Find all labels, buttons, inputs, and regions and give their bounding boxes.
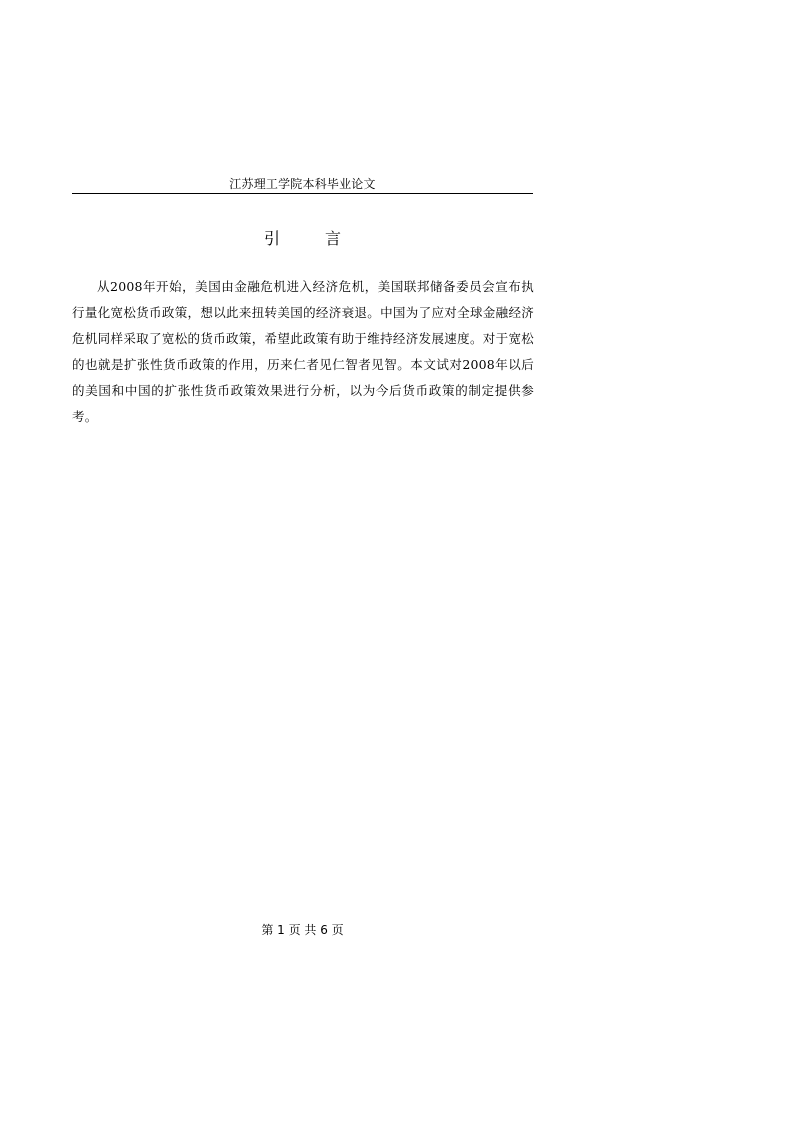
page-header-title: 江苏理工学院本科毕业论文 <box>229 177 376 191</box>
page-number-footer: 第 1 页 共 6 页 <box>261 923 344 937</box>
intro-paragraph: 从2008年开始，美国由金融危机进入经济危机，美国联邦储备委员会宣布执行量化宽松货币政策，想以此来扭转美国的经济衰退。中国为了应对全球金融经济危机同样采取了宽松的货币政策，希望此政策有助于维持经济发展速度。对于宽松的也就是扩张性货币政策的作用，历来仁者见仁智者见智。本文试对2008年以后的美国和中国的扩张性货币政策效果进行分析，以为今后货币政策的制定提供参考。 <box>72 279 534 424</box>
page-header <box>72 176 533 194</box>
section-title: 引 言 <box>263 229 362 248</box>
